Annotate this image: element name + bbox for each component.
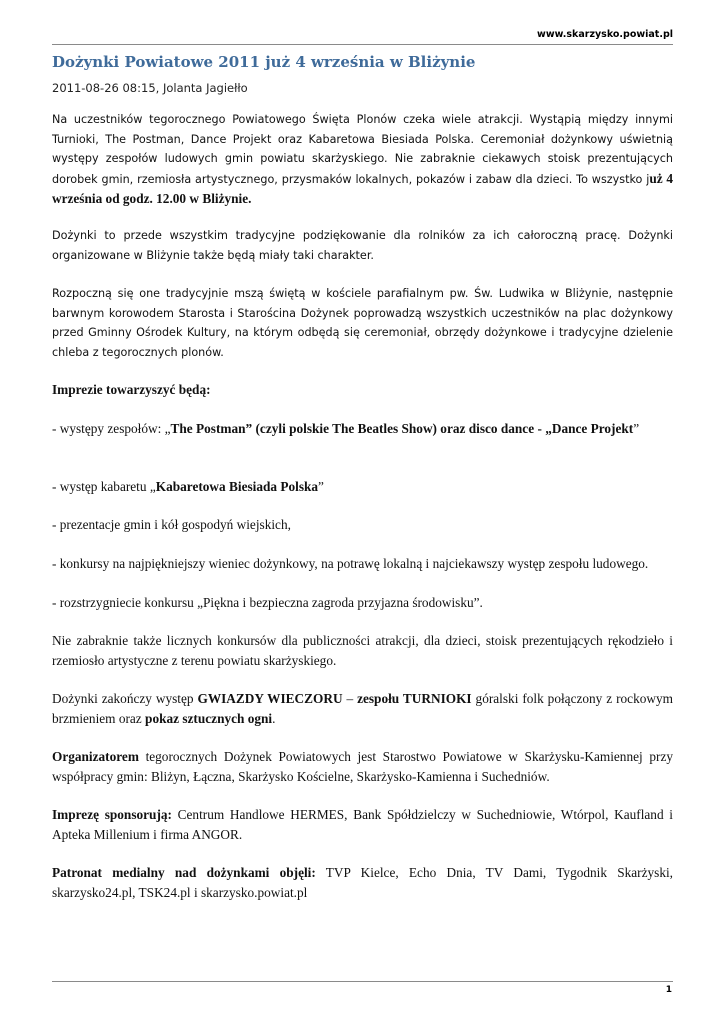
paragraph-finale bbox=[52, 689, 673, 728]
paragraph-ceremony: Rozpoczną się one tradycyjnie mszą świętą w kościele parafialnym pw. Św. Ludwika w Bliżynie, następnie barwnym korowodem Starosta i Starościna Dożynek poprowadzą wszystkich uczestników na plac dożynkowy przed Gminny Ośrodek Kultury, na którym odbędą się ceremoniał, obrzędy dożynkowe i tradycyjne dzielenie chleba z tegorocznych plonów. bbox=[52, 287, 673, 359]
article-title: Dożynki Powiatowe 2011 już 4 września w Bliżynie bbox=[52, 53, 476, 71]
page-number: 1 bbox=[665, 985, 672, 995]
finale-fireworks: pokaz sztucznych ogni bbox=[145, 710, 273, 726]
finale-text-a: Dożynki zakończy występ bbox=[52, 691, 198, 706]
paragraph-intro bbox=[52, 110, 673, 210]
header-divider bbox=[52, 44, 673, 45]
finale-dash: – bbox=[342, 691, 358, 706]
paragraph-organizer bbox=[52, 747, 673, 786]
event-item-bands-prefix: - występy zespołów: „ bbox=[52, 421, 171, 436]
finale-text-b: góralski folk połączony z rockowym brzmieniem oraz bbox=[52, 691, 673, 726]
intro-date-highlight: uż 4 września od godz. 12.00 w Bliżynie. bbox=[52, 170, 673, 206]
organizer-text: tegorocznych Dożynek Powiatowych jest Starostwo Powiatowe w Skarżysku-Kamiennej przy współpracy gmin: Bliżyn, Łączna, Skarżysko Kościelne, Skarżysko-Kamienna i Suchedniów. bbox=[52, 749, 673, 784]
media-patronage-label: Patronat medialny nad dożynkami objęli: bbox=[52, 865, 316, 880]
event-item-cabaret bbox=[52, 477, 673, 497]
sponsors-text: Centrum Handlowe HERMES, Bank Spółdzielczy w Suchedniowie, Wtórpol, Kaufland i Apteka Millenium i firma ANGOR. bbox=[52, 807, 673, 842]
footer-divider bbox=[52, 981, 673, 982]
intro-text: Na uczestników tegorocznego Powiatowego Święta Plonów czeka wiele atrakcji. Wystąpią między innymi Turnioki, The Postman, Dance Projekt oraz Kabaretowa Biesiada Polska. Ceremoniał dożynkowy uświetnią występy zespołów ludowych gmin powiatu skarżyskiego. Nie zabraknie ciekawych stoisk prezentujących dorobek gmin, rzemiosła artystycznego, przysmaków lokalnych, pokazów i zabaw dla dzieci. To wszystko j bbox=[52, 113, 673, 186]
event-item-cabaret-name: Kabaretowa Biesiada Polska bbox=[155, 479, 319, 494]
organizer-label: Organizatorem bbox=[52, 749, 139, 764]
event-item-eco-contest: - rozstrzygniecie konkursu „Piękna i bezpieczna zagroda przyjazna środowisku”. bbox=[52, 595, 483, 610]
event-item-bands-names: The Postman” (czyli polskie The Beatles Show) oraz disco dance - „Dance Projekt bbox=[170, 421, 634, 436]
finale-period: . bbox=[272, 710, 276, 726]
media-patronage-text: TVP Kielce, Echo Dnia, TV Dami, Tygodnik Skarżyski, skarzysko24.pl, TSK24.pl i skarzysko.powiat.pl bbox=[52, 865, 673, 900]
event-item-bands bbox=[52, 419, 673, 439]
article-meta: 2011-08-26 08:15, Jolanta Jagiełło bbox=[52, 81, 248, 95]
event-item-contests: - konkursy na najpiękniejszy wieniec dożynkowy, na potrawę lokalną i najciekawszy występ zespołu ludowego. bbox=[52, 556, 649, 571]
paragraph-attractions: Nie zabraknie także licznych konkursów dla publiczności atrakcji, dla dzieci, stoisk prezentujących rękodzieło i rzemiosło artystyczne z terenu powiatu skarżyskiego. bbox=[52, 633, 673, 668]
finale-star: GWIAZDY WIECZORU bbox=[197, 691, 343, 706]
paragraph-sponsors bbox=[52, 805, 673, 844]
sponsors-label: Imprezę sponsorują: bbox=[52, 807, 172, 822]
events-heading-text: Imprezie towarzyszyć będą: bbox=[52, 382, 211, 397]
event-item-cabaret-suffix: ” bbox=[318, 479, 324, 494]
site-url: www.skarzysko.powiat.pl bbox=[537, 29, 673, 40]
paragraph-tradition: Dożynki to przede wszystkim tradycyjne podziękowanie dla rolników za ich całoroczną pracę. Dożynki organizowane w Bliżynie także będą miały taki charakter. bbox=[52, 229, 673, 262]
events-heading bbox=[52, 380, 673, 400]
finale-band: zespołu TURNIOKI bbox=[357, 691, 472, 706]
paragraph-media-patronage bbox=[52, 863, 673, 902]
event-item-bands-suffix: ” bbox=[633, 421, 640, 436]
event-item-presentations: - prezentacje gmin i kół gospodyń wiejskich, bbox=[52, 517, 291, 532]
event-item-cabaret-prefix: - występ kabaretu „ bbox=[52, 479, 156, 494]
